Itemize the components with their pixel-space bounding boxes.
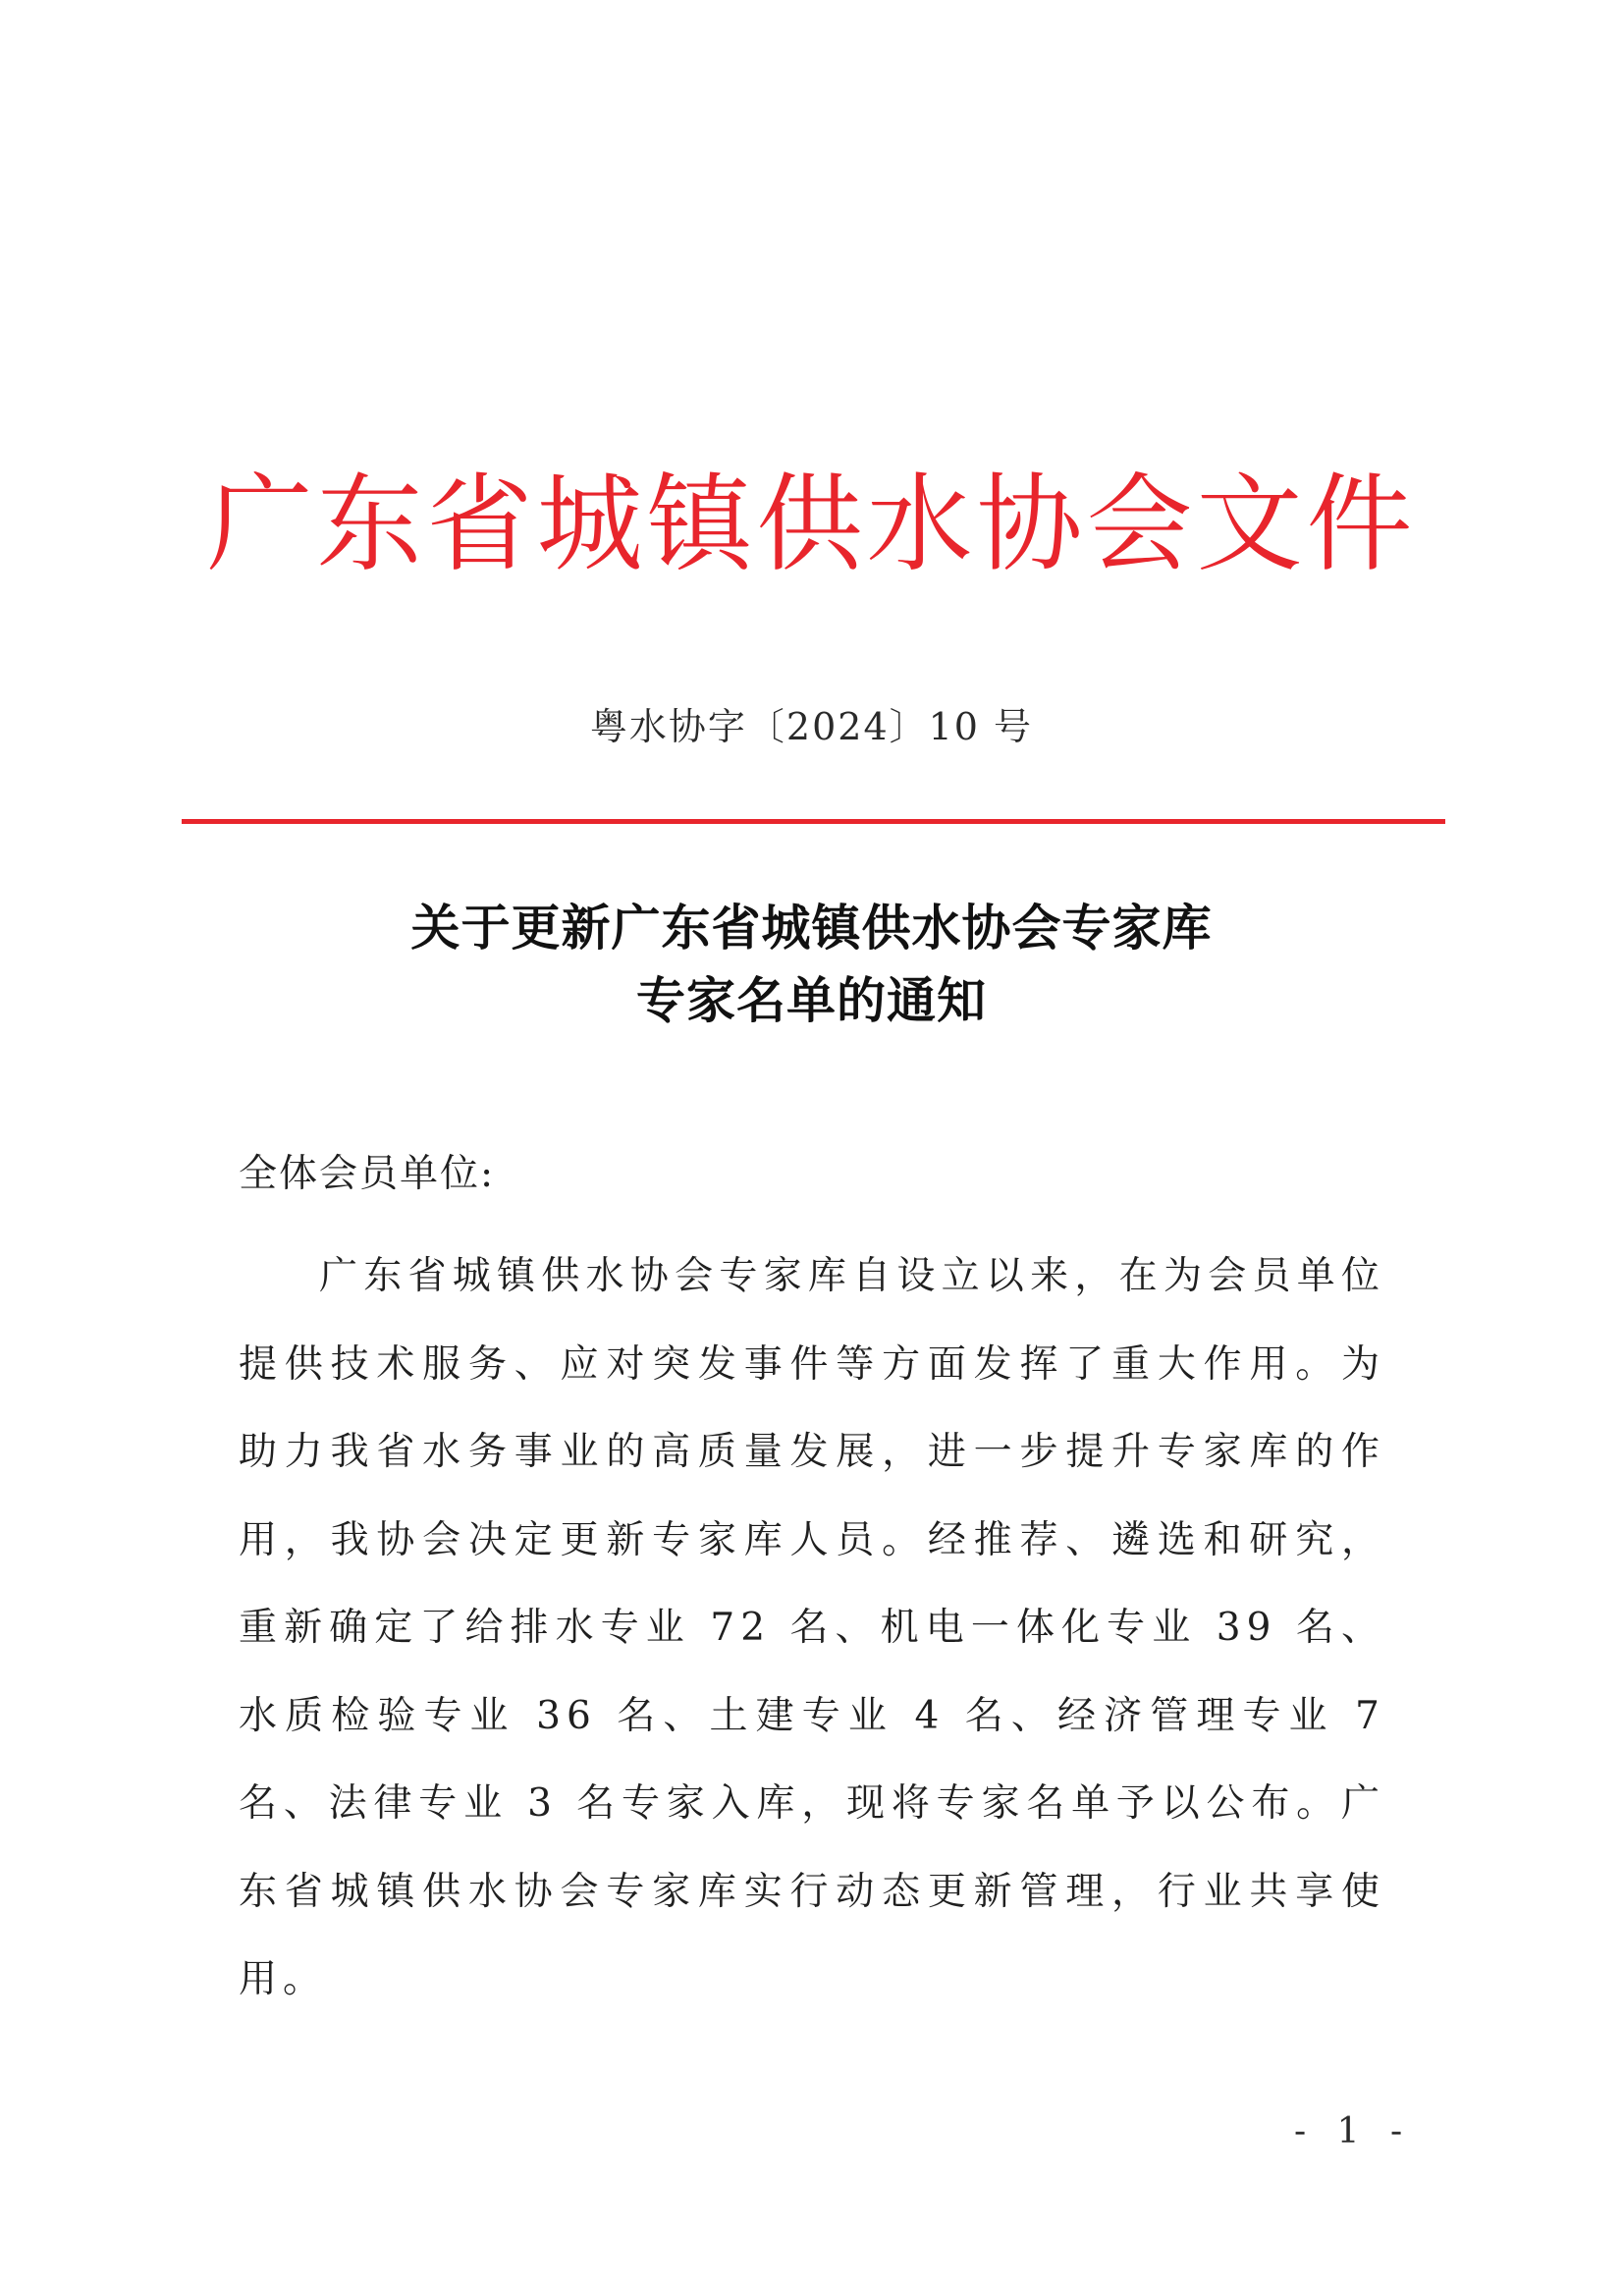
- salutation: 全体会员单位:: [239, 1152, 496, 1196]
- notice-title-line-2: 专家名单的通知: [636, 972, 987, 1029]
- body-paragraph: 广东省城镇供水协会专家库自设立以来，在为会员单位提供技术服务、应对突发事件等方面发挥了重大作用。为助力我省水务事业的高质量发展，进一步提升专家库的作用，我协会决定更新专家库人员。经推荐、遴选和研究，重新确定了给排水专业 72 名、机电一体化专业 39 名、水质检验专业 36 名、土建专业 4 名、经济管理专业 7 名、法律专业 3 名专家入库，现将专家名单予以公布。广东省城镇供水协会专家库实行动态更新管理，行业共享使用。: [239, 1254, 1385, 2001]
- notice-title-line-1: 关于更新广东省城镇供水协会专家库: [410, 900, 1213, 957]
- masthead-title: 广东省城镇供水协会文件: [206, 464, 1417, 586]
- page-number: - 1 -: [1294, 2111, 1413, 2152]
- notice-title: [0, 892, 1623, 1037]
- document-number: 粤水协字〔2024〕10 号: [589, 705, 1034, 748]
- red-divider-line: [182, 819, 1445, 824]
